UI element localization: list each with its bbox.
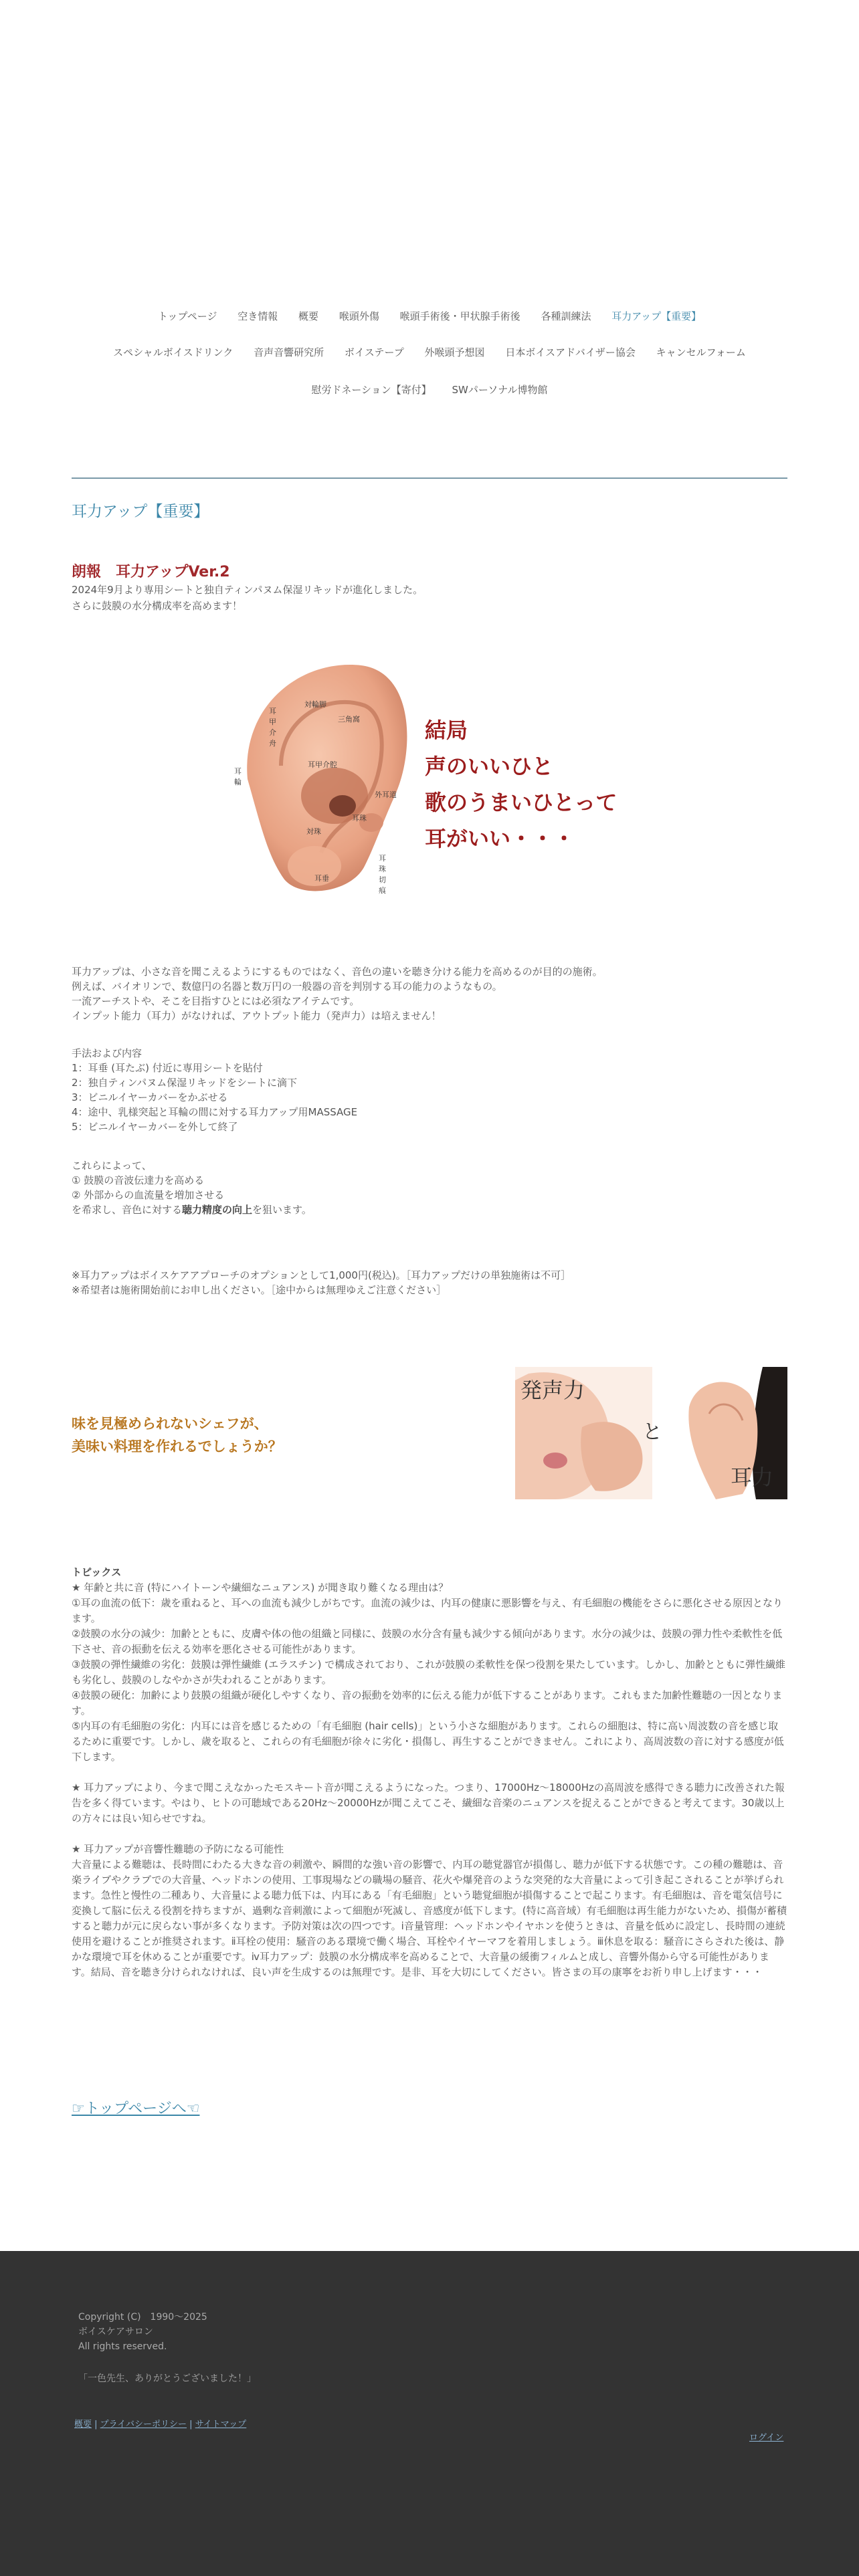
method-step: 4：途中、乳様突起と耳輪の間に対する耳力アップ用MASSAGE [72, 1106, 358, 1118]
nav-item-advisor-association[interactable]: 日本ボイスアドバイザー協会 [505, 346, 636, 358]
method-step: 3：ビニルイヤーカバーをかぶせる [72, 1091, 228, 1103]
page-title: 耳力アップ【重要】 [72, 503, 209, 520]
ear-headline-line-1: 結局 [425, 718, 468, 743]
spacer [72, 1826, 787, 1842]
topics-heading: トピックス [72, 1566, 122, 1578]
nav-item-cancel-form[interactable]: キャンセルフォーム [656, 346, 746, 358]
announcement-title: 朗報 耳力アップVer.2 [72, 564, 230, 580]
ear-label-tragus: 耳珠 [352, 814, 367, 823]
copyright-org: ボイスケアサロン [78, 2327, 153, 2337]
intro-line: 一流アーチストや、そこを目指すひとには必須なアイテムです。 [72, 995, 360, 1007]
ear-headline-line-3: 歌のうまいひとって [425, 790, 617, 815]
copyright-rights: All rights reserved. [78, 2341, 167, 2352]
method-heading: 手法および内容 [72, 1047, 142, 1059]
method-step: 2：独自ティンパヌム保湿リキッドをシートに滴下 [72, 1077, 297, 1089]
nav-item-donation[interactable]: 慰労ドネーション【寄付】 [311, 384, 432, 396]
note-line: ※希望者は施術開始前にお申し出ください。［途中からは無理ゆえご注意ください］ [72, 1284, 447, 1296]
footer-link-sitemap[interactable]: サイトマップ [195, 2420, 247, 2430]
nav-item-post-surgery[interactable]: 喉頭手術後・甲状腺手術後 [399, 310, 520, 322]
login-link[interactable]: ログイン [749, 2433, 784, 2443]
topics-line: ②鼓膜の水分の減少：加齢とともに、皮膚や体の他の組織と同様に、鼓膜の水分含有量も減少する傾向があります。水分の減少は、鼓膜の弾力性や柔軟性を低下させ、音の振動を伝える効率を悪化させる可能性があります。 [72, 1628, 783, 1655]
nav-item-acoustic-lab[interactable]: 音声音響研究所 [254, 346, 324, 358]
ear-power-label: 耳力 [731, 1465, 774, 1490]
nav-item-ear-power[interactable]: 耳力アップ【重要】 [611, 310, 702, 322]
method-step: 5：ビニルイヤーカバーを外して終了 [72, 1121, 238, 1133]
effects-item: ① 鼓膜の音波伝達力を高める [72, 1174, 205, 1186]
effects-item: ② 外部からの血流量を増加させる [72, 1189, 225, 1201]
copyright-line: Copyright (C) 1990〜2025 [78, 2312, 207, 2323]
ear-hand-photo [676, 1367, 787, 1499]
ear-label-intertragic-notch: 耳珠切痕 [379, 854, 386, 895]
back-to-top-link[interactable]: ☞トップページへ☜ [72, 2101, 200, 2117]
effects-section [72, 1158, 787, 1217]
nav-item-training[interactable]: 各種訓練法 [541, 310, 591, 322]
footer-link-privacy[interactable]: プライバシーポリシー [100, 2420, 187, 2430]
chef-question-line-2: 美味い料理を作れるでしょうか？ [72, 1438, 282, 1455]
ear-headline-line-4: 耳がいい・・・ [425, 826, 575, 851]
effects-lead: これらによって、 [72, 1160, 152, 1172]
footer-link-overview[interactable]: 概要 [74, 2420, 92, 2430]
footer [0, 2251, 859, 2576]
ear-label-concha: 耳甲介腔 [308, 760, 337, 769]
main-nav-row-3 [0, 383, 859, 397]
intro-paragraph [72, 964, 787, 1023]
effects-closing-bold: 聴力精度の向上 [182, 1204, 253, 1216]
announcement-text [72, 582, 423, 614]
nav-item-larynx-diagram[interactable]: 外喉頭予想図 [424, 346, 485, 358]
intro-line: 耳力アップは、小さな音を聞こえるようにするものではなく、音色の違いを聴き分ける能力を高めるのが目的の施術。 [72, 966, 603, 978]
main-nav-row-2 [0, 345, 859, 359]
nav-item-top[interactable]: トップページ [157, 310, 217, 322]
ear-label-antihelix-crus: 対輪脚 [304, 700, 326, 709]
mouth-photo [515, 1367, 652, 1499]
voice-power-label: 発声力 [520, 1378, 585, 1403]
notes-section [72, 1268, 787, 1297]
spacer [72, 1765, 787, 1780]
effects-closing-pre: を希求し、音色に対する [72, 1204, 183, 1216]
nav-item-overview[interactable]: 概要 [298, 310, 319, 322]
intro-line: 例えば、バイオリンで、数億円の名器と数万円の一般器の音を判別する耳の能力のようなもの。 [72, 980, 502, 992]
ear-label-ear-canal: 外耳道 [375, 790, 397, 799]
and-label: と [642, 1420, 662, 1444]
ear-headline [425, 712, 617, 857]
method-section [72, 1046, 787, 1134]
topics-line: ③鼓膜の弾性繊維の劣化：鼓膜は弾性繊維 (エラスチン) で構成されており、これが鼓膜の柔軟性を保つ役割を果たしています。しかし、加齢とともに弾性繊維も劣化し、鼓膜のしなやかさが失われることがあります。 [72, 1658, 785, 1686]
intro-line: インプット能力（耳力）がなければ、アウトプット能力（発声力）は培えません！ [72, 1010, 442, 1022]
footer-links: 概要 | プライバシーポリシー | サイトマップ [74, 2420, 247, 2430]
ear-label-antitragus: 対珠 [306, 827, 321, 836]
ear-label-lobule: 耳垂 [314, 874, 329, 883]
topics-section [72, 1565, 787, 1980]
topics-line: ★ 年齢と共に音 (特にハイトーンや繊細なニュアンス) が聞き取り難くなる理由は？ [72, 1582, 449, 1594]
ear-label-scapha: 耳甲介舟 [269, 707, 276, 748]
topics-line: ④鼓膜の硬化：加齢により鼓膜の組織が硬化しやすくなり、音の振動を効率的に伝える能力が低下することがあります。これもまた加齢性難聴の一因となります。 [72, 1689, 783, 1717]
effects-closing-post: を狙います。 [252, 1204, 312, 1216]
topics-line: ★ 耳力アップが音響性難聴の予防になる可能性 [72, 1843, 284, 1855]
topics-line: ①耳の血流の低下：歳を重ねると、耳への血流も減少しがちです。血流の減少は、内耳の健康に悪影響を与え、有毛細胞の機能をさらに悪化させる原因となります。 [72, 1597, 783, 1624]
main-nav-row-1 [0, 309, 859, 323]
nav-item-voice-drink[interactable]: スペシャルボイスドリンク [113, 346, 233, 358]
announcement-line-1: 2024年9月より専用シートと独自ティンパヌム保湿リキッドが進化しました。 [72, 584, 423, 596]
note-line: ※耳力アップはボイスケアアプローチのオプションとして1,000円(税込)。［耳力アップだけの単独施術は不可］ [72, 1269, 571, 1281]
chef-question [72, 1412, 282, 1458]
topics-line: 大音量による難聴は、長時間にわたる大きな音の刺激や、瞬間的な強い音の影響で、内耳の聴覚器官が損傷し、聴力が低下する状態です。この種の難聴は、音楽ライブやクラブでの大音量、ヘッドホンの使用、工事現場などの職場の騒音、花火や爆発音のような突発的な大音量によって引き起こされることが挙げられます。急性と慢性の二種あり、大音量による聴力低下は、内耳にある「有毛細胞」という聴覚細胞が損傷することで起こります。有毛細胞は、音を電気信号に変換して脳に伝える役割を持ちますが、過剰な音刺激によって細胞が死滅し、音感度が低下します。(特に高音域）有毛細胞は再生能力がないため、損傷が蓄積すると聴力が元に戻らない事が多くなります。予防対策は次の四つです。ⅰ音量管理：ヘッドホンやイヤホンを使うときは、音量を低めに設定し、長時間の連続使用を避けることが推奨されます。ⅱ耳栓の使用：騒音のある環境で働く場合、耳栓やイヤーマフを着用しましょう。ⅲ休息を取る：騒音にさらされた後は、静かな環境で耳を休めることが重要です。ⅳ耳力アップ：鼓膜の水分構成率を高めることで、大音量の緩衝フィルムと成し、音響外傷から守る可能性があります。結局、音を聴き分けられなければ、良い声を生成するのは無理です。是非、耳を大切にしてください。皆さまの耳の康寧をお祈り申し上げます・・・ [72, 1858, 787, 1978]
chef-question-line-1: 味を見極められないシェフが、 [72, 1416, 268, 1432]
nav-item-voice-tape[interactable]: ボイステープ [344, 346, 404, 358]
topics-line: ⑤内耳の有毛細胞の劣化：内耳には音を感じるための「有毛細胞 (hair cells)」という小さな細胞があります。これらの細胞は、特に高い周波数の音を感じ取るために重要です。しかし、歳を取ると、これらの有毛細胞が徐々に劣化・損傷し、再生することができません。これにより、高周波数の音に対する感度が低下します。 [72, 1720, 784, 1763]
method-step: 1：耳垂 (耳たぶ) 付近に専用シートを貼付 [72, 1062, 263, 1074]
topics-line: ★ 耳力アップにより、今まで聞こえなかったモスキート音が聞こえるようになった。つまり、17000Hz〜18000Hzの高周波を感得できる聴力に改善された報告を多く得ています。やはり、ヒトの可聴域である20Hz〜20000Hzが聞こえてこそ、繊細な音楽のニュアンスを捉えることができると考えてます。30歳以上の方々には良い知らせですね。 [72, 1782, 785, 1824]
footer-copyright [78, 2310, 207, 2354]
title-divider [72, 477, 787, 479]
ear-label-triangular-fossa: 三角窩 [338, 715, 360, 724]
nav-item-museum[interactable]: SWパーソナル博物館 [452, 384, 548, 396]
ear-headline-line-2: 声のいいひと [425, 754, 554, 779]
effects-closing [72, 1202, 787, 1217]
footer-thanks: 「一色先生、ありがとうございました！」 [78, 2373, 256, 2384]
nav-item-availability[interactable]: 空き情報 [237, 310, 278, 322]
announcement-line-2: さらに鼓膜の水分構成率を高めます！ [72, 600, 243, 612]
nav-item-laryngeal-trauma[interactable]: 喉頭外傷 [339, 310, 379, 322]
ear-label-helix: 耳輪 [234, 767, 242, 786]
